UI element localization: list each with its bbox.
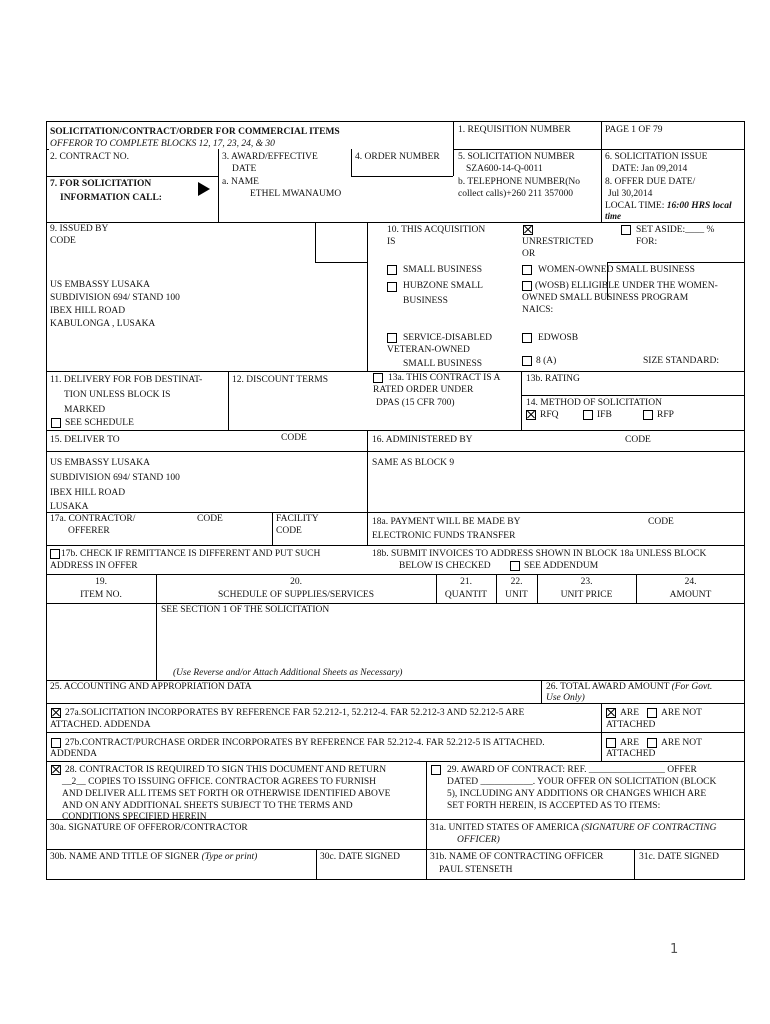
requisition-number-label: 1. REQUISITION NUMBER (458, 125, 571, 135)
col-amount: AMOUNT (669, 590, 712, 600)
addenda-27a-attached-label: ATTACHED (606, 720, 656, 730)
clause-27a-checkbox[interactable] (51, 708, 61, 718)
local-time-value: 16:00 HRS local (666, 201, 732, 211)
facility-code-label: FACILITY (276, 514, 319, 524)
invoice-label-2: BELOW IS CHECKED (399, 561, 491, 571)
usa-signature-note-2: OFFICER) (457, 835, 500, 845)
naics-label: NAICS: (522, 305, 554, 315)
administered-by-label: 16. ADMINISTERED BY (372, 435, 473, 445)
addenda-27a-are-label: ARE (620, 708, 639, 718)
addenda-27a-are-not-label: ARE NOT (661, 708, 702, 718)
info-call-label: 7. FOR SOLICITATION (50, 179, 152, 189)
rating-label: 13b. RATING (526, 374, 580, 384)
see-schedule-checkbox[interactable] (51, 418, 61, 428)
name-label: a. NAME (222, 177, 259, 187)
addenda-27b-are-not-checkbox[interactable] (647, 738, 657, 748)
signer-name-line (50, 851, 257, 863)
officer-date-signed-label: 31c. DATE SIGNED (639, 852, 719, 862)
administered-by-code-label: CODE (625, 435, 651, 445)
page-label: PAGE 1 OF 79 (605, 125, 663, 135)
total-award-label: 26. TOTAL AWARD AMOUNT (546, 682, 670, 692)
issued-by-address-3: IBEX HILL ROAD (50, 306, 126, 316)
contractor-label: 17a. CONTRACTOR/ (50, 514, 136, 524)
telephone-label: b. TELEPHONE NUMBER(No (458, 177, 581, 187)
see-addendum-label: SEE ADDENDUM (524, 561, 599, 571)
eight-a-checkbox[interactable] (522, 356, 532, 366)
contracting-officer-value: PAUL STENSETH (439, 865, 513, 875)
unrestricted-checkbox[interactable] (523, 225, 533, 235)
size-standard-label: SIZE STANDARD: (643, 356, 720, 366)
deliver-to-address-1: US EMBASSY LUSAKA (50, 458, 150, 468)
issued-by-code-label: CODE (50, 236, 76, 246)
col-schedule-num: 20. (290, 577, 302, 587)
order-number-label: 4. ORDER NUMBER (355, 152, 440, 162)
telephone-value: collect calls)+260 211 357000 (458, 189, 574, 199)
clause-27a-label: 27a.SOLICITATION INCORPORATES BY REFERENCE FAR 52.212-1, 52.212-4. FAR 52.212-3 AND 52.212-5 ARE (65, 708, 525, 718)
offeror-date-signed-label: 30c. DATE SIGNED (320, 852, 400, 862)
solicitation-number-value: SZA600-14-Q-0011 (466, 164, 543, 174)
usa-signature-line (430, 822, 717, 834)
total-award-note-2: Use Only) (546, 693, 585, 703)
edwosb-label: EDWOSB (538, 333, 579, 343)
delivery-fob-label: 11. DELIVERY FOR FOB DESTINAT- (50, 375, 203, 385)
issue-date-label: 6. SOLICITATION ISSUE (605, 152, 708, 162)
contracting-officer-label: 31b. NAME OF CONTRACTING OFFICER (430, 852, 604, 862)
award-of-contract-line-2: DATED ___________. YOUR OFFER ON SOLICITATION (BLOCK (447, 777, 717, 787)
contractor-code-label: CODE (197, 514, 223, 524)
col-unit-num: 22. (510, 577, 523, 587)
local-time-line (605, 200, 732, 212)
col-quantity: QUANTIT (444, 590, 488, 600)
deliver-to-address-2: SUBDIVISION 694/ STAND 100 (50, 473, 180, 483)
rated-order-label-3: DPAS (15 CFR 700) (376, 398, 455, 408)
col-schedule: SCHEDULE OF SUPPLIES/SERVICES (217, 590, 375, 600)
schedule-body: SEE SECTION 1 OF THE SOLICITATION (161, 605, 330, 615)
women-owned-label: WOMEN-OWNED SMALL BUSINESS (538, 265, 695, 275)
set-aside-label: SET ASIDE:____ % (636, 225, 715, 235)
delivery-fob-label-3: MARKED (64, 405, 106, 415)
see-schedule-label: SEE SCHEDULE (65, 418, 134, 428)
issued-by-label: 9. ISSUED BY (50, 224, 109, 234)
rfq-label: RFQ (540, 410, 559, 420)
ifb-checkbox[interactable] (583, 410, 593, 420)
deliver-to-address-4: LUSAKA (50, 502, 89, 512)
wosb-label-2: OWNED SMALL BUSINESS PROGRAM (522, 293, 689, 303)
solicitation-number-label: 5. SOLICITATION NUMBER (458, 152, 575, 162)
addenda-27a-are-checkbox[interactable] (606, 708, 616, 718)
schedule-note: (Use Reverse and/or Attach Additional Sheets as Necessary) (173, 668, 403, 678)
local-time-value-2: time (605, 211, 621, 221)
small-business-checkbox[interactable] (387, 265, 397, 275)
remittance-label: 17b. CHECK IF REMITTANCE IS DIFFERENT AND PUT SUCH (61, 549, 321, 559)
acquisition-label: 10. THIS ACQUISITION (387, 225, 486, 235)
clause-27b-label-2: ADDENDA (50, 749, 97, 759)
invoice-label: 18b. SUBMIT INVOICES TO ADDRESS SHOWN IN BLOCK 18a UNLESS BLOCK (372, 549, 707, 559)
hubzone-checkbox[interactable] (387, 282, 397, 292)
hubzone-label-2: BUSINESS (403, 296, 448, 306)
signer-name-note: (Type or print) (201, 852, 258, 862)
contractor-sign-line-4: AND ON ANY ADDITIONAL SHEETS SUBJECT TO THE TERMS AND (62, 801, 353, 811)
contractor-sign-checkbox[interactable] (51, 765, 61, 775)
small-business-label: SMALL BUSINESS (403, 265, 483, 275)
same-as-block-9: SAME AS BLOCK 9 (372, 458, 455, 468)
issued-by-address-1: US EMBASSY LUSAKA (50, 280, 150, 290)
acquisition-label-2: IS (387, 237, 396, 247)
col-quantity-num: 21. (460, 577, 472, 587)
addenda-27b-attached-label: ATTACHED (606, 749, 656, 759)
rated-order-label-2: RATED ORDER UNDER (373, 385, 474, 395)
contact-name-value: ETHEL MWANAUMO (250, 189, 342, 199)
offeror-signature-label: 30a. SIGNATURE OF OFFEROR/CONTRACTOR (50, 823, 248, 833)
usa-signature-label: 31a. UNITED STATES OF AMERICA (430, 823, 579, 833)
accounting-label: 25. ACCOUNTING AND APPROPRIATION DATA (50, 682, 252, 692)
ifb-label: IFB (597, 410, 612, 420)
issued-by-address-2: SUBDIVISION 694/ STAND 100 (50, 293, 180, 303)
total-award-note: (For Govt. (671, 682, 713, 692)
col-unit-price: UNIT PRICE (560, 590, 613, 600)
rated-order-checkbox[interactable] (373, 373, 383, 383)
contractor-sign-line-2: __2__ COPIES TO ISSUING OFFICE. CONTRACTOR AGREES TO FURNISH (62, 777, 376, 787)
set-aside-checkbox[interactable] (621, 225, 631, 235)
addenda-27b-are-label: ARE (620, 738, 639, 748)
award-of-contract-line-4: SET FORTH HEREIN, IS ACCEPTED AS TO ITEMS: (447, 801, 661, 811)
wosb-label: (WOSB) ELLIGIBLE UNDER THE WOMEN- (535, 281, 718, 291)
rfp-label: RFP (657, 410, 674, 420)
arrow-right-icon (198, 182, 210, 196)
addenda-27b-are-checkbox[interactable] (606, 738, 616, 748)
issued-by-address-4: KABULONGA , LUSAKA (50, 319, 156, 329)
unrestricted-label: UNRESTRICTED (522, 237, 594, 247)
col-item-no-num: 19. (95, 577, 107, 587)
payment-label: 18a. PAYMENT WILL BE MADE BY (372, 517, 521, 527)
col-unit-price-num: 23. (580, 577, 593, 587)
rfq-checkbox[interactable] (526, 410, 536, 420)
local-time-label: LOCAL TIME: (605, 201, 665, 211)
sdvosb-checkbox[interactable] (387, 333, 397, 343)
col-amount-num: 24. (684, 577, 697, 587)
payment-code-label: CODE (648, 517, 674, 527)
contractor-sign-line-1: 28. CONTRACTOR IS REQUIRED TO SIGN THIS DOCUMENT AND RETURN (65, 765, 387, 775)
award-date-label: 3. AWARD/EFFECTIVE (222, 152, 318, 162)
women-owned-checkbox[interactable] (522, 265, 532, 275)
offer-due-value: Jul 30,2014 (608, 189, 653, 199)
deliver-to-code-label: CODE (281, 433, 307, 443)
unrestricted-or-label: OR (522, 249, 536, 259)
method-label: 14. METHOD OF SOLICITATION (526, 398, 662, 408)
clause-27b-label: 27b.CONTRACT/PURCHASE ORDER INCORPORATES BY REFERENCE FAR 52.212-4. FAR 52.212-5 IS ATTACHED. (65, 738, 545, 748)
addenda-27a-are-not-checkbox[interactable] (647, 708, 657, 718)
rated-order-label: 13a. THIS CONTRACT IS A (388, 373, 501, 383)
rfp-checkbox[interactable] (643, 410, 653, 420)
deliver-to-label: 15. DELIVER TO (50, 435, 120, 445)
contractor-label-2: OFFERER (68, 526, 110, 536)
see-addendum-checkbox[interactable] (510, 561, 520, 571)
form-subtitle: OFFEROR TO COMPLETE BLOCKS 12, 17, 23, 24, & 30 (50, 139, 275, 149)
offer-due-label: 8. OFFER DUE DATE/ (605, 177, 696, 187)
award-of-contract-checkbox[interactable] (431, 765, 441, 775)
edwosb-checkbox[interactable] (522, 333, 532, 343)
contractor-sign-line-3: AND DELIVER ALL ITEMS SET FORTH OR OTHERWISE IDENTIFIED ABOVE (62, 789, 391, 799)
col-unit: UNIT (505, 590, 528, 600)
usa-signature-note: (SIGNATURE OF CONTRACTING (581, 823, 717, 833)
facility-code-label-2: CODE (276, 526, 302, 536)
hubzone-label: HUBZONE SMALL (403, 281, 483, 291)
contractor-sign-line-5: CONDITIONS SPECIFIED HEREIN (62, 812, 207, 819)
sdvosb-label-2: VETERAN-OWNED (387, 345, 470, 355)
wosb-checkbox[interactable] (522, 281, 532, 291)
col-item-no: ITEM NO. (80, 590, 122, 600)
addenda-27b-are-not-label: ARE NOT (661, 738, 702, 748)
award-of-contract-line-3: 5), INCLUDING ANY ADDITIONS OR CHANGES WHICH ARE (447, 789, 707, 799)
sdvosb-label-3: SMALL BUSINESS (403, 359, 483, 369)
award-of-contract-line-1: 29. AWARD OF CONTRACT: REF. ________________ OFFER (447, 765, 697, 775)
clause-27b-checkbox[interactable] (51, 738, 61, 748)
delivery-fob-label-2: TION UNLESS BLOCK IS (64, 390, 171, 400)
eight-a-label: 8 (A) (536, 356, 557, 366)
remittance-checkbox[interactable] (50, 549, 60, 559)
solicitation-form (46, 121, 745, 880)
contract-no-label: 2. CONTRACT NO. (50, 152, 129, 162)
form-title: SOLICITATION/CONTRACT/ORDER FOR COMMERCIAL ITEMS (50, 127, 340, 137)
set-aside-for-label: FOR: (636, 237, 658, 247)
award-date-label-2: DATE (232, 164, 257, 174)
page-number: 1 (670, 942, 679, 957)
deliver-to-address-3: IBEX HILL ROAD (50, 488, 126, 498)
payment-label-2: ELECTRONIC FUNDS TRANSFER (372, 531, 516, 541)
discount-terms-label: 12. DISCOUNT TERMS (232, 375, 328, 385)
issue-date-value: DATE: Jan 09,2014 (612, 164, 688, 174)
signer-name-label: 30b. NAME AND TITLE OF SIGNER (50, 852, 200, 862)
sdvosb-label: SERVICE-DISABLED (403, 333, 492, 343)
clause-27a-label-2: ATTACHED. ADDENDA (50, 720, 151, 730)
remittance-label-2: ADDRESS IN OFFER (50, 561, 138, 571)
info-call-label-2: INFORMATION CALL: (60, 193, 162, 203)
